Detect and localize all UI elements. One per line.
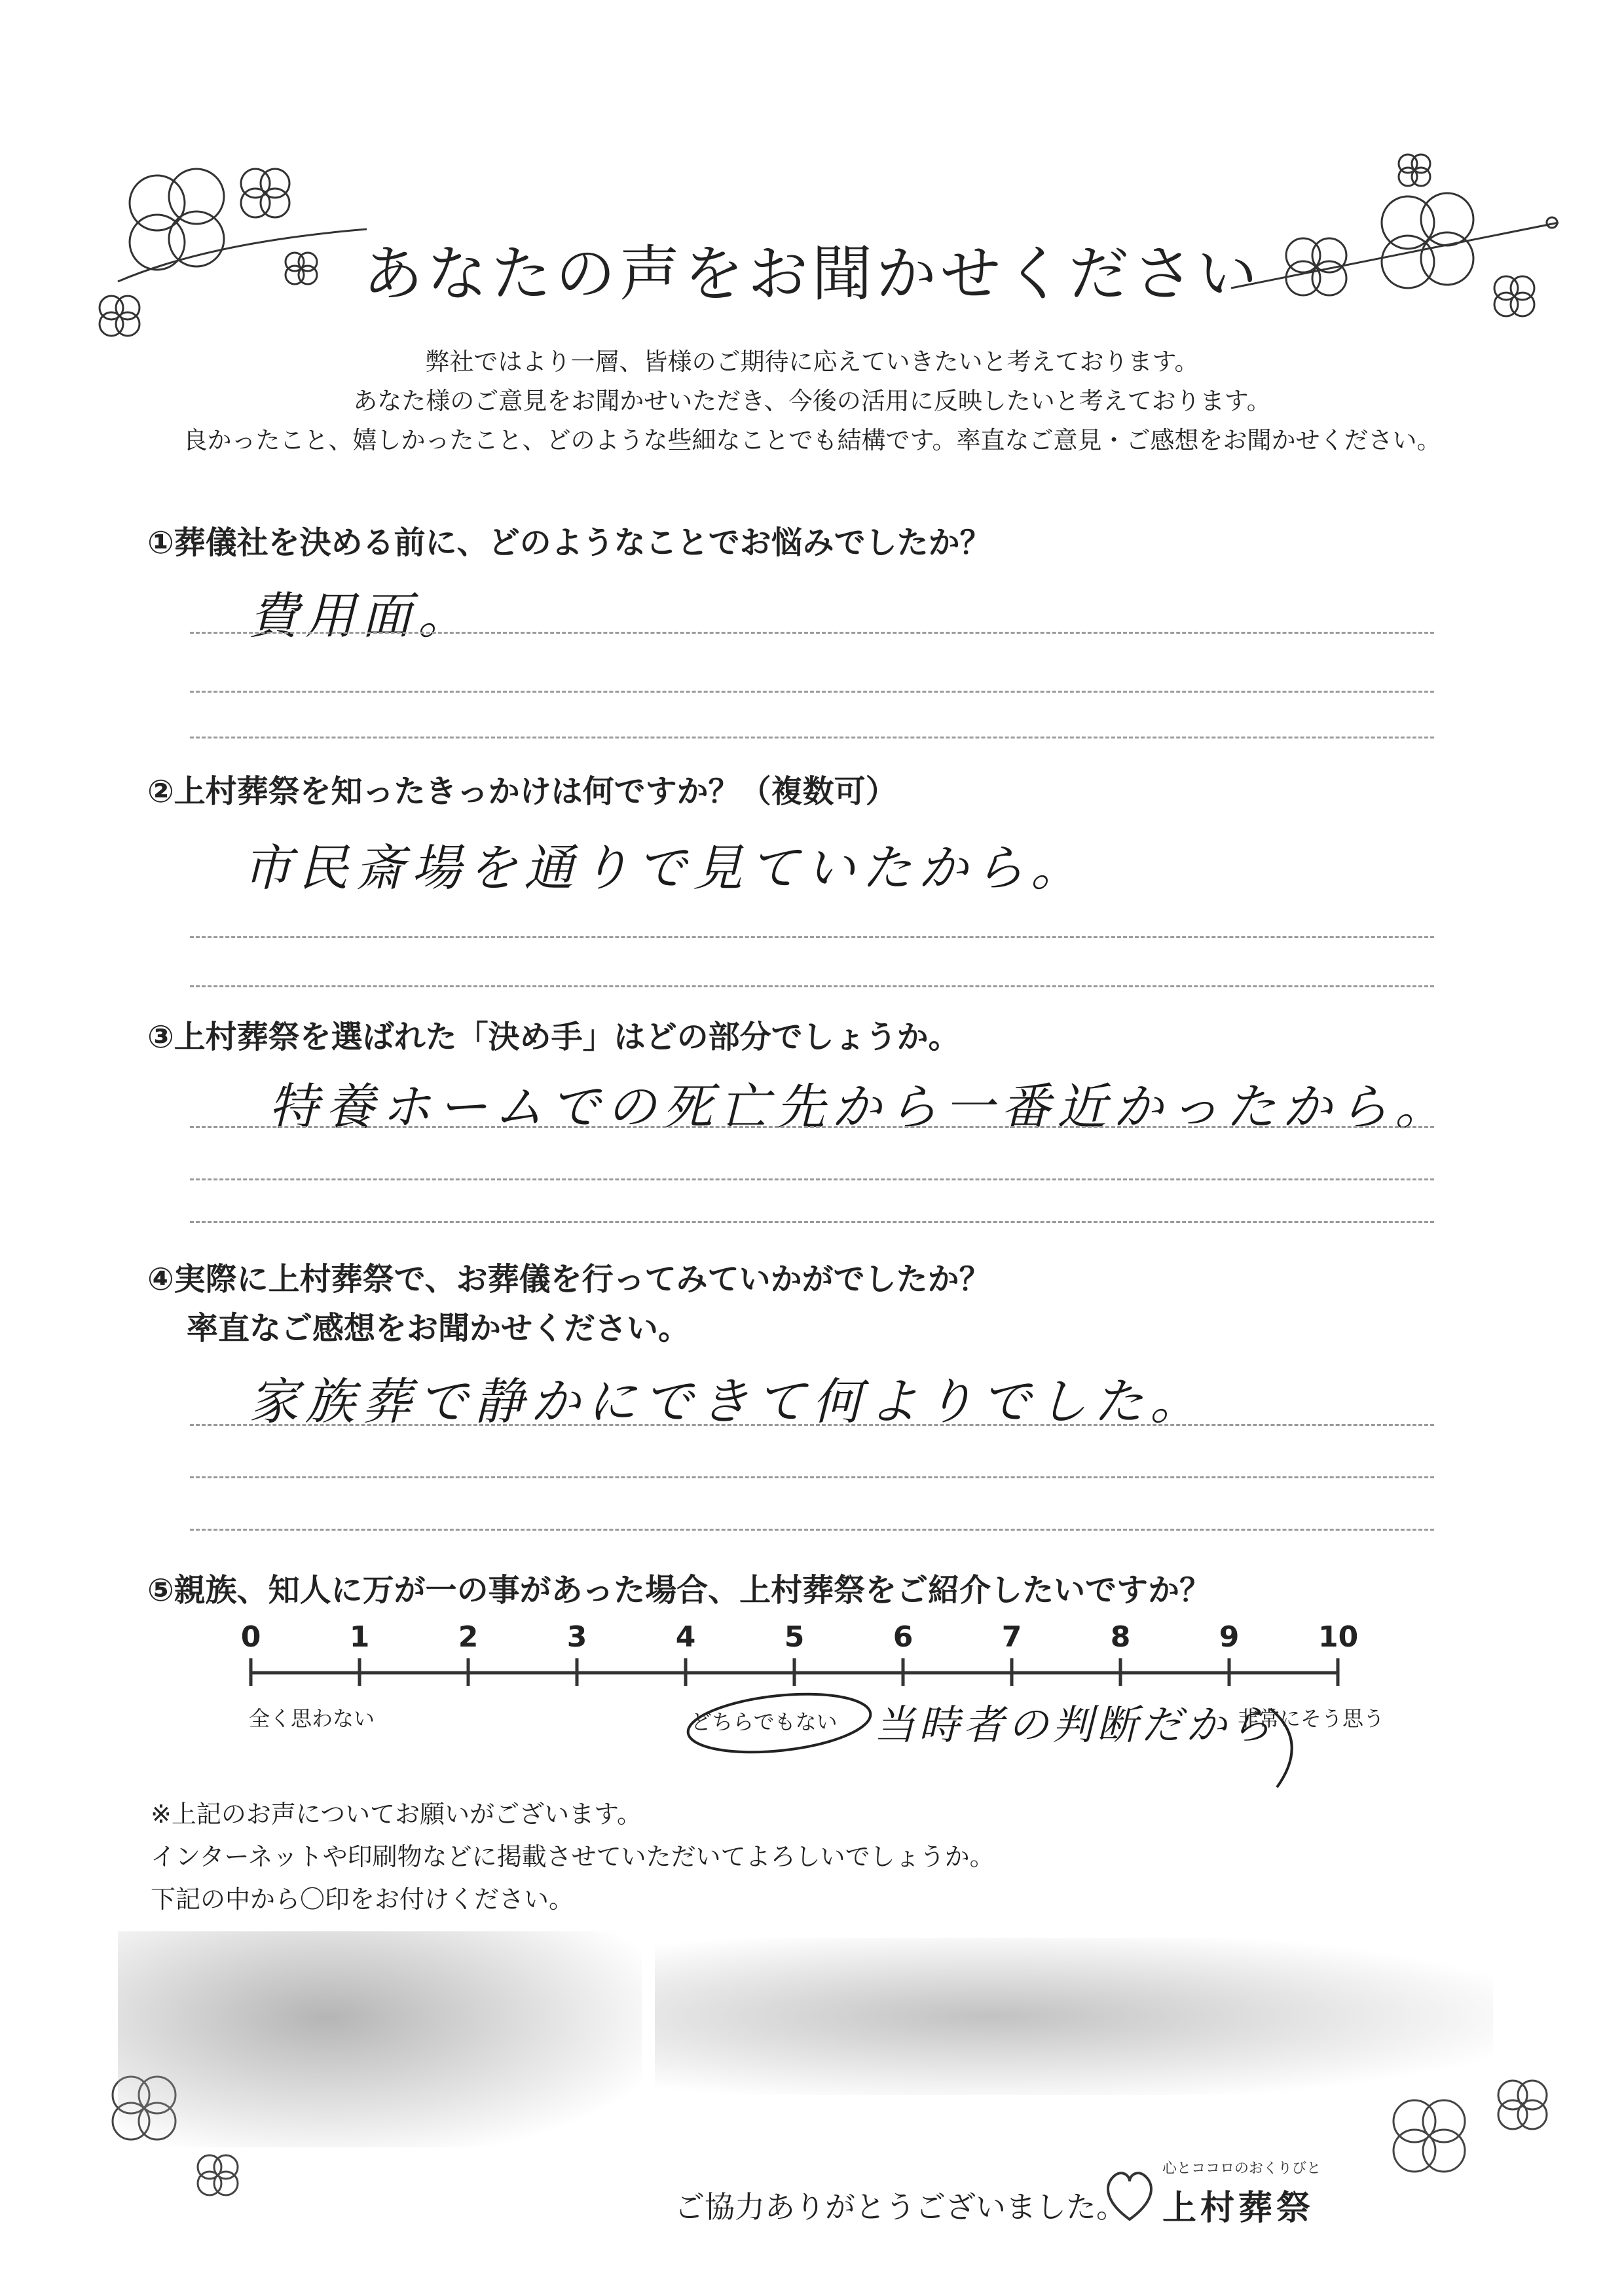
question-2-label: ②上村葬祭を知ったきっかけは何ですか？（複数可） [147, 773, 897, 810]
answer-line [190, 632, 1434, 634]
answer-line [190, 1529, 1434, 1531]
scale-number: 2 [458, 1620, 479, 1654]
question-3-label: ③上村葬祭を選ばれた「決め手」はどの部分でしょうか。 [147, 1019, 960, 1055]
heart-logo-icon [1100, 2160, 1159, 2226]
brand-name: 上村葬祭 [1162, 2189, 1315, 2228]
question-1-answer: 費用面。 [249, 587, 474, 645]
intro-line-2: あなた様のご意見をお聞かせいただき、今後の活用に反映したいと考えております。 [353, 387, 1271, 415]
answer-line [190, 1178, 1434, 1180]
scale-number: 7 [1001, 1620, 1022, 1654]
rating-scale-axis [236, 1653, 1349, 1692]
question-2-answer: 市民斎場を通りで見ていたから。 [242, 839, 1087, 897]
comment-bracket [1264, 1702, 1316, 1794]
brand-tagline: 心とココロのおくりびと [1162, 2160, 1321, 2177]
scale-number: 8 [1110, 1620, 1131, 1654]
thanks-text: ご協力ありがとうございました。 [674, 2189, 1126, 2225]
notice-line-1: ※上記のお声についてお願いがございます。 [151, 1800, 642, 1829]
notice-line-3: 下記の中から〇印をお付けください。 [151, 1885, 574, 1914]
scale-high-label: 非常にそう思う [1238, 1706, 1385, 1731]
redacted-area-right [655, 1938, 1493, 2095]
scale-number: 6 [893, 1620, 913, 1654]
answer-line [190, 1126, 1434, 1128]
question-1-label: ①葬儀社を決める前に、どのようなことでお悩みでしたか？ [147, 524, 991, 561]
answer-line [190, 985, 1434, 987]
scale-mid-label: どちらでもない [691, 1709, 838, 1734]
scale-number: 0 [240, 1620, 261, 1654]
scale-selection-circle [681, 1689, 877, 1761]
notice-line-2: インターネットや印刷物などに掲載させていただいてよろしいでしょうか。 [151, 1842, 995, 1871]
question-4-sublabel: 率直なご感想をお聞かせください。 [187, 1310, 690, 1347]
page-title: あなたの声をお聞かせください [362, 239, 1261, 309]
scale-number: 5 [784, 1620, 805, 1654]
scale-number: 4 [675, 1620, 696, 1654]
scale-number: 10 [1318, 1620, 1359, 1654]
intro-line-1: 弊社ではより一層、皆様のご期待に応えていきたいと考えております。 [425, 348, 1199, 376]
scale-low-label: 全く思わない [249, 1706, 375, 1731]
answer-line [190, 1424, 1434, 1426]
question-5-label: ⑤親族、知人に万が一の事があった場合、上村葬祭をご紹介したいですか？ [147, 1572, 1211, 1609]
intro-line-3: 良かったこと、嬉しかったこと、どのような些細なことでも結構です。率直なご意見・ご感想をお聞かせください。 [183, 426, 1441, 454]
answer-line [190, 1221, 1434, 1223]
question-4-answer: 家族葬で静かにできて何よりでした。 [249, 1372, 1206, 1430]
scale-number: 9 [1219, 1620, 1240, 1654]
question-3-answer: 特養ホームでの死亡先から一番近かったから。 [268, 1078, 1451, 1136]
scale-comment: 当時者の判断だから [874, 1701, 1276, 1749]
answer-line [190, 737, 1434, 738]
redacted-area-left [118, 1931, 642, 2147]
answer-line [190, 691, 1434, 693]
question-4-label: ④実際に上村葬祭で、お葬儀を行ってみていかがでしたか？ [147, 1261, 991, 1298]
scale-number: 1 [349, 1620, 370, 1654]
answer-line [190, 1476, 1434, 1478]
answer-line [190, 936, 1434, 938]
scale-number: 3 [566, 1620, 587, 1654]
